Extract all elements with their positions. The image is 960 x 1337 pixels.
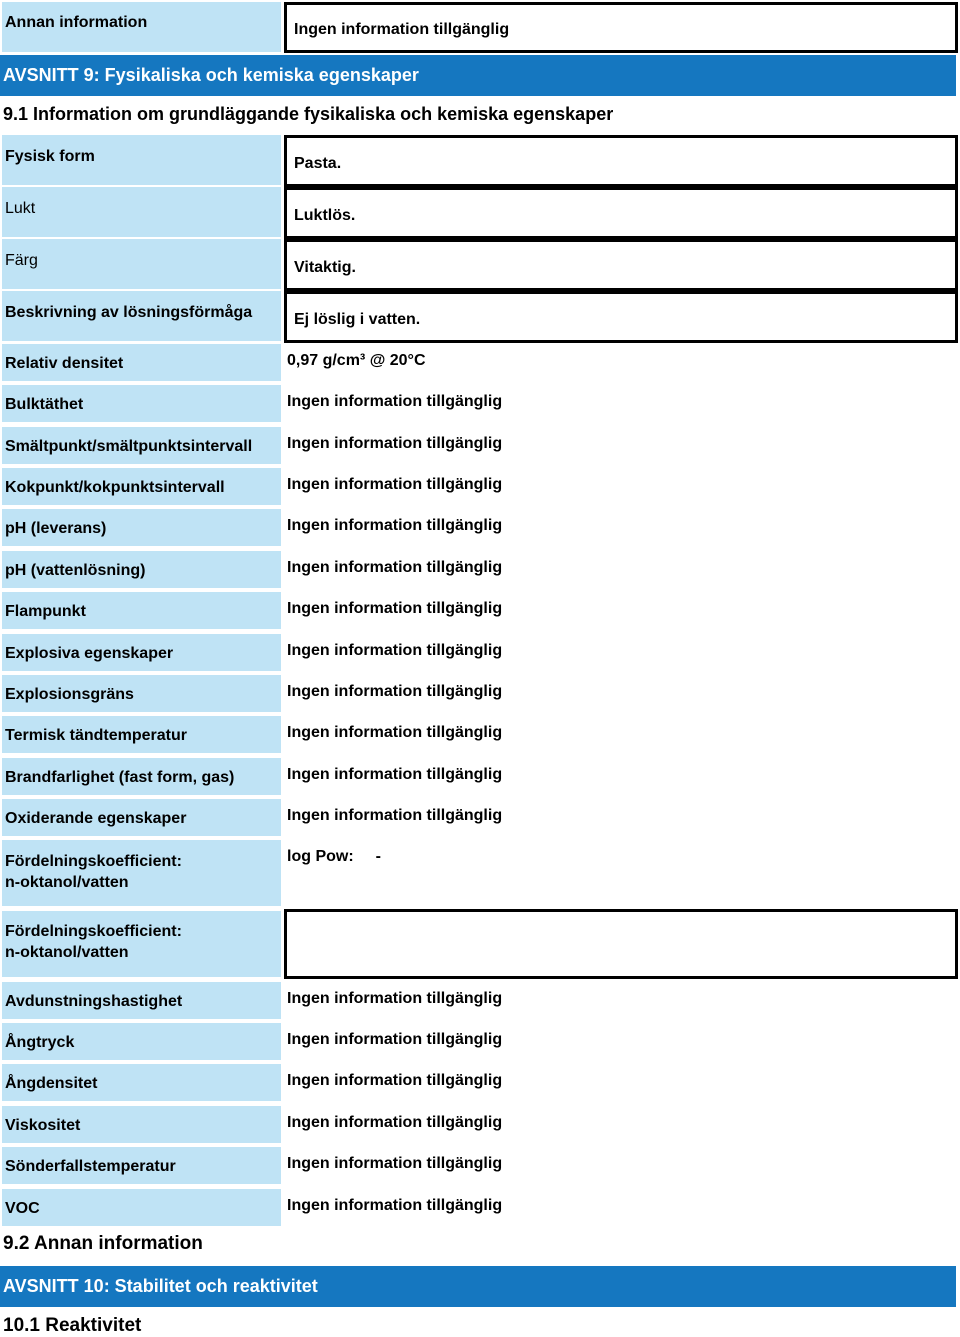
partition-coefficient-label-2-line1: Fördelningskoefficient: <box>5 923 182 940</box>
property-value: Ingen information tillgänglig <box>287 766 503 783</box>
section-9-header <box>0 55 956 96</box>
property-label: Explosiva egenskaper <box>2 634 281 671</box>
property-value: Ingen information tillgänglig <box>287 807 503 824</box>
section-10-title: AVSNITT 10: Stabilitet och reaktivitet <box>3 1276 318 1296</box>
partition-coefficient-label-line1: Fördelningskoefficient: <box>5 853 182 870</box>
partition-coefficient-value <box>287 848 381 866</box>
property-label: Bulktäthet <box>2 385 281 422</box>
property-label: Oxiderande egenskaper <box>2 799 281 836</box>
voc-label: VOC <box>2 1189 281 1226</box>
odor-value: Luktlös. <box>284 187 958 239</box>
color-value: Vitaktig. <box>284 239 958 291</box>
subsection-9-2-heading: 9.2 Annan information <box>3 1233 203 1254</box>
property-label: Kokpunkt/kokpunktsintervall <box>2 468 281 505</box>
property-value: Ingen information tillgänglig <box>287 683 503 700</box>
partition-coefficient-value-box <box>284 909 958 979</box>
property-value: 0,97 g/cm³ @ 20°C <box>287 352 426 369</box>
property-value: Ingen information tillgänglig <box>287 476 503 493</box>
section-10-header <box>0 1266 956 1307</box>
log-pow-value: - <box>375 848 381 865</box>
physical-form-value: Pasta. <box>284 135 958 187</box>
partition-coefficient-label-2-line2: n-oktanol/vatten <box>5 944 129 961</box>
decomposition-temperature-value: Ingen information tillgänglig <box>287 1155 503 1172</box>
property-value: Ingen information tillgänglig <box>287 600 503 617</box>
property-label: Relativ densitet <box>2 344 281 381</box>
property-value: Ingen information tillgänglig <box>287 435 503 452</box>
evaporation-rate-label: Avdunstningshastighet <box>2 982 281 1019</box>
decomposition-temperature-label: Sönderfallstemperatur <box>2 1147 281 1184</box>
property-value: Ingen information tillgänglig <box>287 559 503 576</box>
color-label: Färg <box>2 239 281 289</box>
property-label: pH (vattenlösning) <box>2 551 281 588</box>
vapor-pressure-label: Ångtryck <box>2 1023 281 1060</box>
partition-coefficient-label-2 <box>2 911 281 977</box>
property-value: Ingen information tillgänglig <box>287 642 503 659</box>
subsection-9-1-heading: 9.1 Information om grundläggande fysikaliska och kemiska egenskaper <box>3 104 614 124</box>
property-value: Ingen information tillgänglig <box>287 724 503 741</box>
other-information-value: Ingen information tillgänglig <box>284 2 958 53</box>
partition-coefficient-label-line2: n-oktanol/vatten <box>5 874 129 891</box>
section-9-title: AVSNITT 9: Fysikaliska och kemiska egenskaper <box>3 65 419 85</box>
vapor-density-label: Ångdensitet <box>2 1064 281 1101</box>
property-label: Flampunkt <box>2 592 281 629</box>
evaporation-rate-value: Ingen information tillgänglig <box>287 990 503 1007</box>
property-label: Brandfarlighet (fast form, gas) <box>2 758 281 795</box>
property-value: Ingen information tillgänglig <box>287 517 503 534</box>
property-label: Explosionsgräns <box>2 675 281 712</box>
vapor-density-value: Ingen information tillgänglig <box>287 1072 503 1089</box>
physical-form-label: Fysisk form <box>2 135 281 185</box>
log-pow-prefix: log Pow: <box>287 848 354 865</box>
voc-value: Ingen information tillgänglig <box>287 1197 503 1214</box>
property-label: Termisk tändtemperatur <box>2 716 281 753</box>
property-label: Smältpunkt/smältpunktsintervall <box>2 427 281 464</box>
viscosity-label: Viskositet <box>2 1106 281 1143</box>
solubility-value: Ej löslig i vatten. <box>284 291 958 343</box>
vapor-pressure-value: Ingen information tillgänglig <box>287 1031 503 1048</box>
solubility-label: Beskrivning av lösningsförmåga <box>2 291 281 341</box>
viscosity-value: Ingen information tillgänglig <box>287 1114 503 1131</box>
partition-coefficient-label <box>2 840 281 906</box>
property-label: pH (leverans) <box>2 509 281 546</box>
property-value: Ingen information tillgänglig <box>287 393 503 410</box>
odor-label: Lukt <box>2 187 281 237</box>
other-information-label: Annan information <box>2 2 281 52</box>
subsection-10-1-heading: 10.1 Reaktivitet <box>3 1315 142 1336</box>
